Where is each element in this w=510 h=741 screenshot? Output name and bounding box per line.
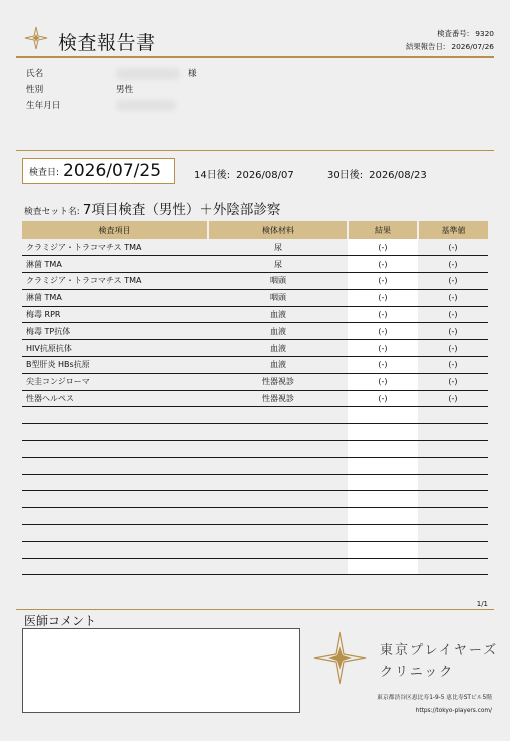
- empty-cell: [418, 525, 488, 542]
- table-row: [22, 340, 488, 357]
- table-row: [22, 306, 488, 323]
- row-reference: (-): [418, 373, 488, 390]
- table-row-empty: [22, 508, 488, 525]
- row-specimen: 血液: [208, 306, 348, 323]
- name-suffix: 様: [188, 69, 197, 79]
- table-row: [22, 239, 488, 256]
- after30-label: 30日後:: [327, 170, 364, 181]
- row-reference: (-): [418, 390, 488, 407]
- row-result: (-): [348, 289, 418, 306]
- name-redacted: [116, 68, 180, 80]
- empty-cell: [22, 558, 208, 575]
- empty-cell: [348, 491, 418, 508]
- empty-cell: [208, 407, 348, 424]
- sex-label: 性別: [26, 85, 44, 95]
- exam-date: 2026/07/25: [63, 161, 162, 181]
- results-table-wrap: [22, 221, 488, 575]
- empty-cell: [348, 541, 418, 558]
- empty-cell: [348, 424, 418, 441]
- empty-cell: [208, 508, 348, 525]
- table-row-empty: [22, 441, 488, 458]
- row-specimen: 咽頭: [208, 289, 348, 306]
- empty-cell: [208, 525, 348, 542]
- row-reference: (-): [418, 306, 488, 323]
- after14-date: 2026/08/07: [236, 170, 294, 181]
- empty-cell: [22, 541, 208, 558]
- empty-cell: [418, 491, 488, 508]
- header-divider: [16, 56, 494, 58]
- after30-date: 2026/08/23: [369, 170, 427, 181]
- empty-cell: [348, 508, 418, 525]
- empty-cell: [22, 508, 208, 525]
- row-item: HIV抗原抗体: [22, 340, 208, 357]
- result-date: 2026/07/26: [451, 42, 494, 51]
- empty-cell: [22, 441, 208, 458]
- table-row: [22, 357, 488, 374]
- after14-label: 14日後:: [194, 170, 231, 181]
- empty-cell: [418, 407, 488, 424]
- table-row: [22, 390, 488, 407]
- row-reference: (-): [418, 289, 488, 306]
- col-header-item: 検査項目: [22, 221, 208, 239]
- table-row-empty: [22, 491, 488, 508]
- empty-cell: [418, 474, 488, 491]
- row-reference: (-): [418, 357, 488, 374]
- table-row-empty: [22, 474, 488, 491]
- row-specimen: 血液: [208, 357, 348, 374]
- row-reference: (-): [418, 323, 488, 340]
- empty-cell: [208, 457, 348, 474]
- clinic-name-line2: クリニック: [380, 665, 455, 680]
- row-specimen: 血液: [208, 340, 348, 357]
- row-result: (-): [348, 273, 418, 290]
- row-specimen: 血液: [208, 323, 348, 340]
- name-label: 氏名: [26, 69, 44, 79]
- clinic-diamond-icon: [312, 630, 368, 686]
- row-result: (-): [348, 306, 418, 323]
- empty-cell: [208, 474, 348, 491]
- table-row: [22, 373, 488, 390]
- empty-cell: [418, 424, 488, 441]
- row-specimen: 性器視診: [208, 390, 348, 407]
- empty-cell: [208, 541, 348, 558]
- empty-cell: [22, 457, 208, 474]
- row-item: 淋菌 TMA: [22, 289, 208, 306]
- empty-cell: [208, 491, 348, 508]
- comment-label: 医師コメント: [24, 614, 97, 628]
- table-row: [22, 256, 488, 273]
- results-table: [22, 221, 488, 575]
- dob-label: 生年月日: [26, 101, 61, 111]
- row-result: (-): [348, 357, 418, 374]
- table-header-row: [22, 221, 488, 239]
- clinic-address: 東京都渋谷区恵比寿1-9-5 恵比寿STビル5階: [377, 695, 492, 701]
- empty-cell: [22, 525, 208, 542]
- row-result: (-): [348, 340, 418, 357]
- row-reference: (-): [418, 273, 488, 290]
- comment-box: [22, 628, 300, 713]
- table-row-empty: [22, 407, 488, 424]
- report-meta: [406, 27, 494, 53]
- table-row: [22, 323, 488, 340]
- empty-cell: [208, 558, 348, 575]
- empty-cell: [348, 558, 418, 575]
- dob-redacted: [116, 100, 176, 111]
- patient-info: [26, 66, 197, 114]
- table-row: [22, 273, 488, 290]
- test-set-label: 検査セット名:: [24, 207, 80, 217]
- col-header-result: 結果: [348, 221, 418, 239]
- empty-cell: [348, 441, 418, 458]
- table-row: [22, 289, 488, 306]
- empty-cell: [418, 558, 488, 575]
- col-header-reference: 基準値: [418, 221, 488, 239]
- empty-cell: [348, 474, 418, 491]
- row-item: クラミジア・トラコマチス TMA: [22, 273, 208, 290]
- table-row-empty: [22, 558, 488, 575]
- result-date-label: 結果報告日:: [405, 42, 446, 51]
- row-item: B型肝炎 HBs抗原: [22, 357, 208, 374]
- clinic-url[interactable]: https://tokyo-players.com/: [415, 708, 492, 714]
- row-result: (-): [348, 256, 418, 273]
- clinic-name: [380, 640, 498, 684]
- test-set: [24, 198, 280, 218]
- col-header-specimen: 検体材料: [208, 221, 348, 239]
- row-item: 梅毒 RPR: [22, 306, 208, 323]
- empty-cell: [22, 424, 208, 441]
- empty-cell: [418, 457, 488, 474]
- info-divider: [16, 150, 494, 151]
- empty-cell: [22, 474, 208, 491]
- after14: [194, 166, 294, 181]
- table-row-empty: [22, 541, 488, 558]
- empty-cell: [418, 541, 488, 558]
- exam-date-label: 検査日:: [29, 167, 60, 178]
- row-specimen: 尿: [208, 256, 348, 273]
- clinic-name-line1: 東京プレイヤーズ: [380, 643, 499, 658]
- table-row-empty: [22, 457, 488, 474]
- row-result: (-): [348, 323, 418, 340]
- row-item: クラミジア・トラコマチス TMA: [22, 239, 208, 256]
- empty-cell: [418, 508, 488, 525]
- row-result: (-): [348, 390, 418, 407]
- empty-cell: [348, 457, 418, 474]
- table-row-empty: [22, 424, 488, 441]
- test-set-value: 7項目検査（男性）＋外陰部診察: [82, 202, 281, 218]
- after30: [327, 166, 427, 181]
- exam-number-label: 検査番号:: [437, 29, 470, 38]
- row-specimen: 咽頭: [208, 273, 348, 290]
- empty-cell: [208, 441, 348, 458]
- exam-date-box: [22, 158, 175, 184]
- table-row-empty: [22, 525, 488, 542]
- empty-cell: [208, 424, 348, 441]
- empty-cell: [348, 407, 418, 424]
- page-title: 検査報告書: [58, 32, 156, 54]
- empty-cell: [22, 491, 208, 508]
- exam-number: 9320: [475, 29, 494, 38]
- sex-value: 男性: [116, 85, 134, 95]
- row-item: 梅毒 TP抗体: [22, 323, 208, 340]
- empty-cell: [22, 407, 208, 424]
- row-item: 淋菌 TMA: [22, 256, 208, 273]
- empty-cell: [418, 441, 488, 458]
- row-reference: (-): [418, 256, 488, 273]
- row-reference: (-): [418, 239, 488, 256]
- row-item: 尖圭コンジローマ: [22, 373, 208, 390]
- table-divider: [16, 609, 494, 610]
- row-specimen: 性器視診: [208, 373, 348, 390]
- clinic-contact: [377, 692, 492, 718]
- empty-cell: [348, 525, 418, 542]
- row-reference: (-): [418, 340, 488, 357]
- row-specimen: 尿: [208, 239, 348, 256]
- row-result: (-): [348, 373, 418, 390]
- clinic-logo-icon: [24, 26, 48, 50]
- row-result: (-): [348, 239, 418, 256]
- page-indicator: 1/1: [476, 600, 488, 608]
- row-item: 性器ヘルペス: [22, 390, 208, 407]
